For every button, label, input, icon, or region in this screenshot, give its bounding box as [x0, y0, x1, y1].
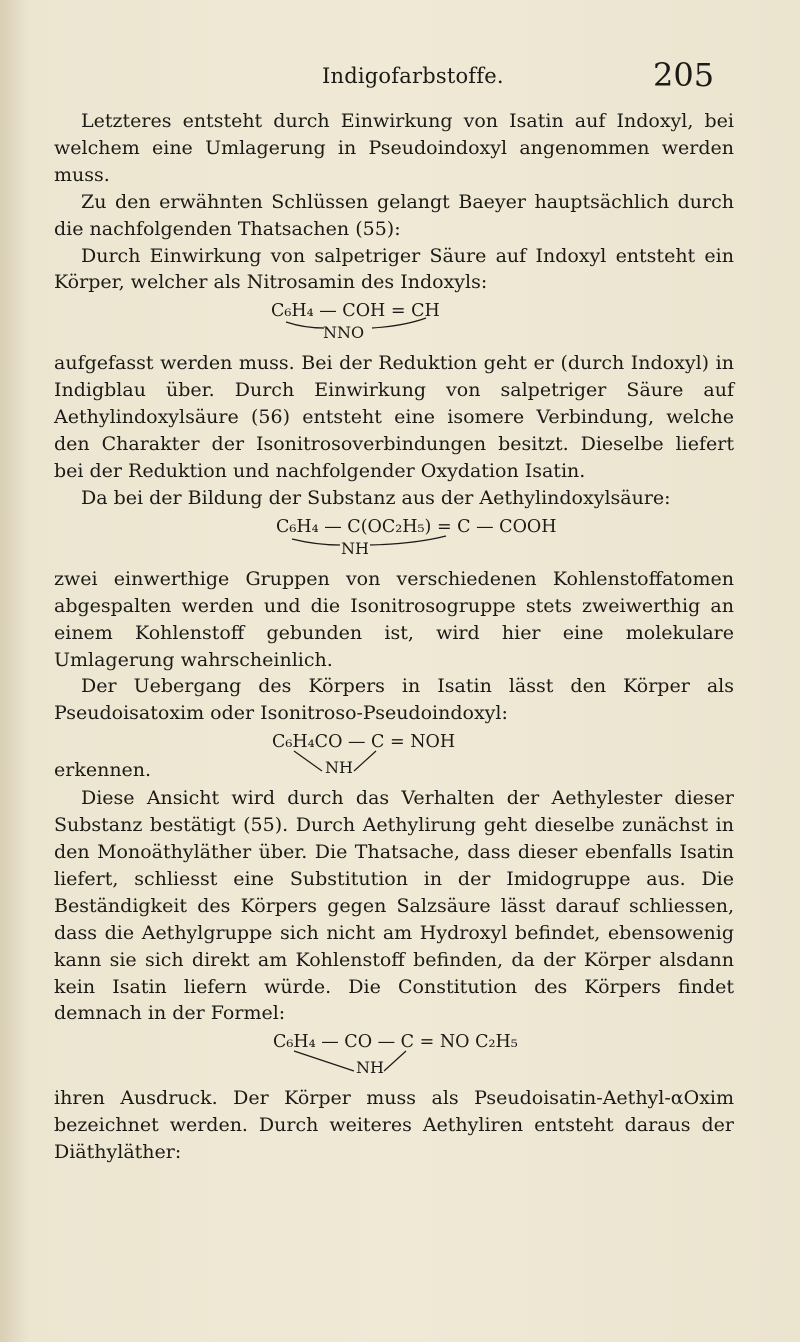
paragraph: Da bei der Bildung der Substanz aus der Aethylindoxylsäure: [81, 486, 671, 509]
paragraph: Zu den erwähnten Schlüssen gelangt Baeyer hauptsächlich durch die nachfolgenden Thatsachen (55): [54, 190, 734, 240]
formula-aethylindoxylsaeure [54, 512, 734, 566]
text-body [54, 108, 734, 1166]
formula-sub-line: NH [325, 758, 353, 778]
formula-bond-lines [54, 727, 734, 785]
formula-nitrosamin [54, 296, 734, 350]
formula-bond-lines [54, 1027, 734, 1085]
formula-aethylester [54, 1027, 734, 1085]
paragraph: ihren Ausdruck. Der Körper muss als Pseudoisatin-Aethyl-αOxim bezeichnet werden. Durch weiteres Aethyliren entsteht daraus der Diäthyläther: [54, 1087, 734, 1164]
paragraph: aufgefasst werden muss. Bei der Reduktion geht er (durch Indoxyl) in Indigblau über. Durch Einwirkung von salpetriger Säure auf Aethylindoxylsäure (56) entsteht eine isomere Verbindung, welche den Charakter der Isonitrosoverbindungen besitzt. Dieselbe liefert bei der Reduktion und nachfolgender Oxydation Isatin. [54, 352, 734, 482]
paragraph: erkennen. [54, 759, 152, 782]
paragraph: Der Uebergang des Körpers in Isatin lässt den Körper als Pseudoisatoxim oder Isonitroso-Pseudoindoxyl: [54, 675, 734, 725]
formula-main-line: C₆H₄ — CO — C = NO C₂H₅ [273, 1032, 518, 1053]
paragraph: Diese Ansicht wird durch das Verhalten der Aethylester dieser Substanz bestätigt (55). Durch Aethylirung geht dieselbe zunächst in den Monoäthyläther über. Die Thatsache, dass dieser ebenfalls Isatin liefert, schliesst eine Substitution in der Imidogruppe aus. Die Beständigkeit des Körpers gegen Salzsäure lässt darauf schliessen, dass die Aethylgruppe sich nicht am Hydroxyl befindet, ebensowenig kann sie sich direkt am Kohlenstoff befinden, da der Körper alsdann kein Isatin liefern würde. Die Constitution des Körpers findet demnach in der Formel: [54, 787, 734, 1025]
formula-pseudoisatoxim [54, 727, 734, 785]
formula-bond-lines [54, 512, 734, 566]
formula-bond-lines [54, 296, 734, 350]
paragraph: Durch Einwirkung von salpetriger Säure auf Indoxyl entsteht ein Körper, welcher als Nitrosamin des Indoxyls: [54, 244, 734, 294]
formula-sub-line: NNO [323, 323, 365, 343]
formula-main-line: C₆H₄ — COH = CH [271, 301, 440, 322]
page-header [0, 56, 800, 102]
page-number: 205 [653, 56, 715, 94]
formula-main-line: C₆H₄CO — C = NOH [272, 732, 456, 753]
paragraph: zwei einwerthige Gruppen von verschiedenen Kohlenstoffatomen abgespalten werden und die Isonitrosogruppe stets zweiwerthig an einem Kohlenstoff gebunden ist, wird hier eine molekulare Umlagerung wahrscheinlich. [54, 567, 734, 671]
formula-sub-line: NH [356, 1058, 384, 1078]
running-head: Indigofarbstoffe. [322, 64, 504, 88]
formula-sub-line: NH [341, 538, 369, 558]
paragraph: Letzteres entsteht durch Einwirkung von Isatin auf Indoxyl, bei welchem eine Umlagerung in Pseudoindoxyl angenommen werden muss. [54, 110, 734, 186]
formula-main-line: C₆H₄ — C(OC₂H₅) = C — COOH [276, 516, 557, 537]
